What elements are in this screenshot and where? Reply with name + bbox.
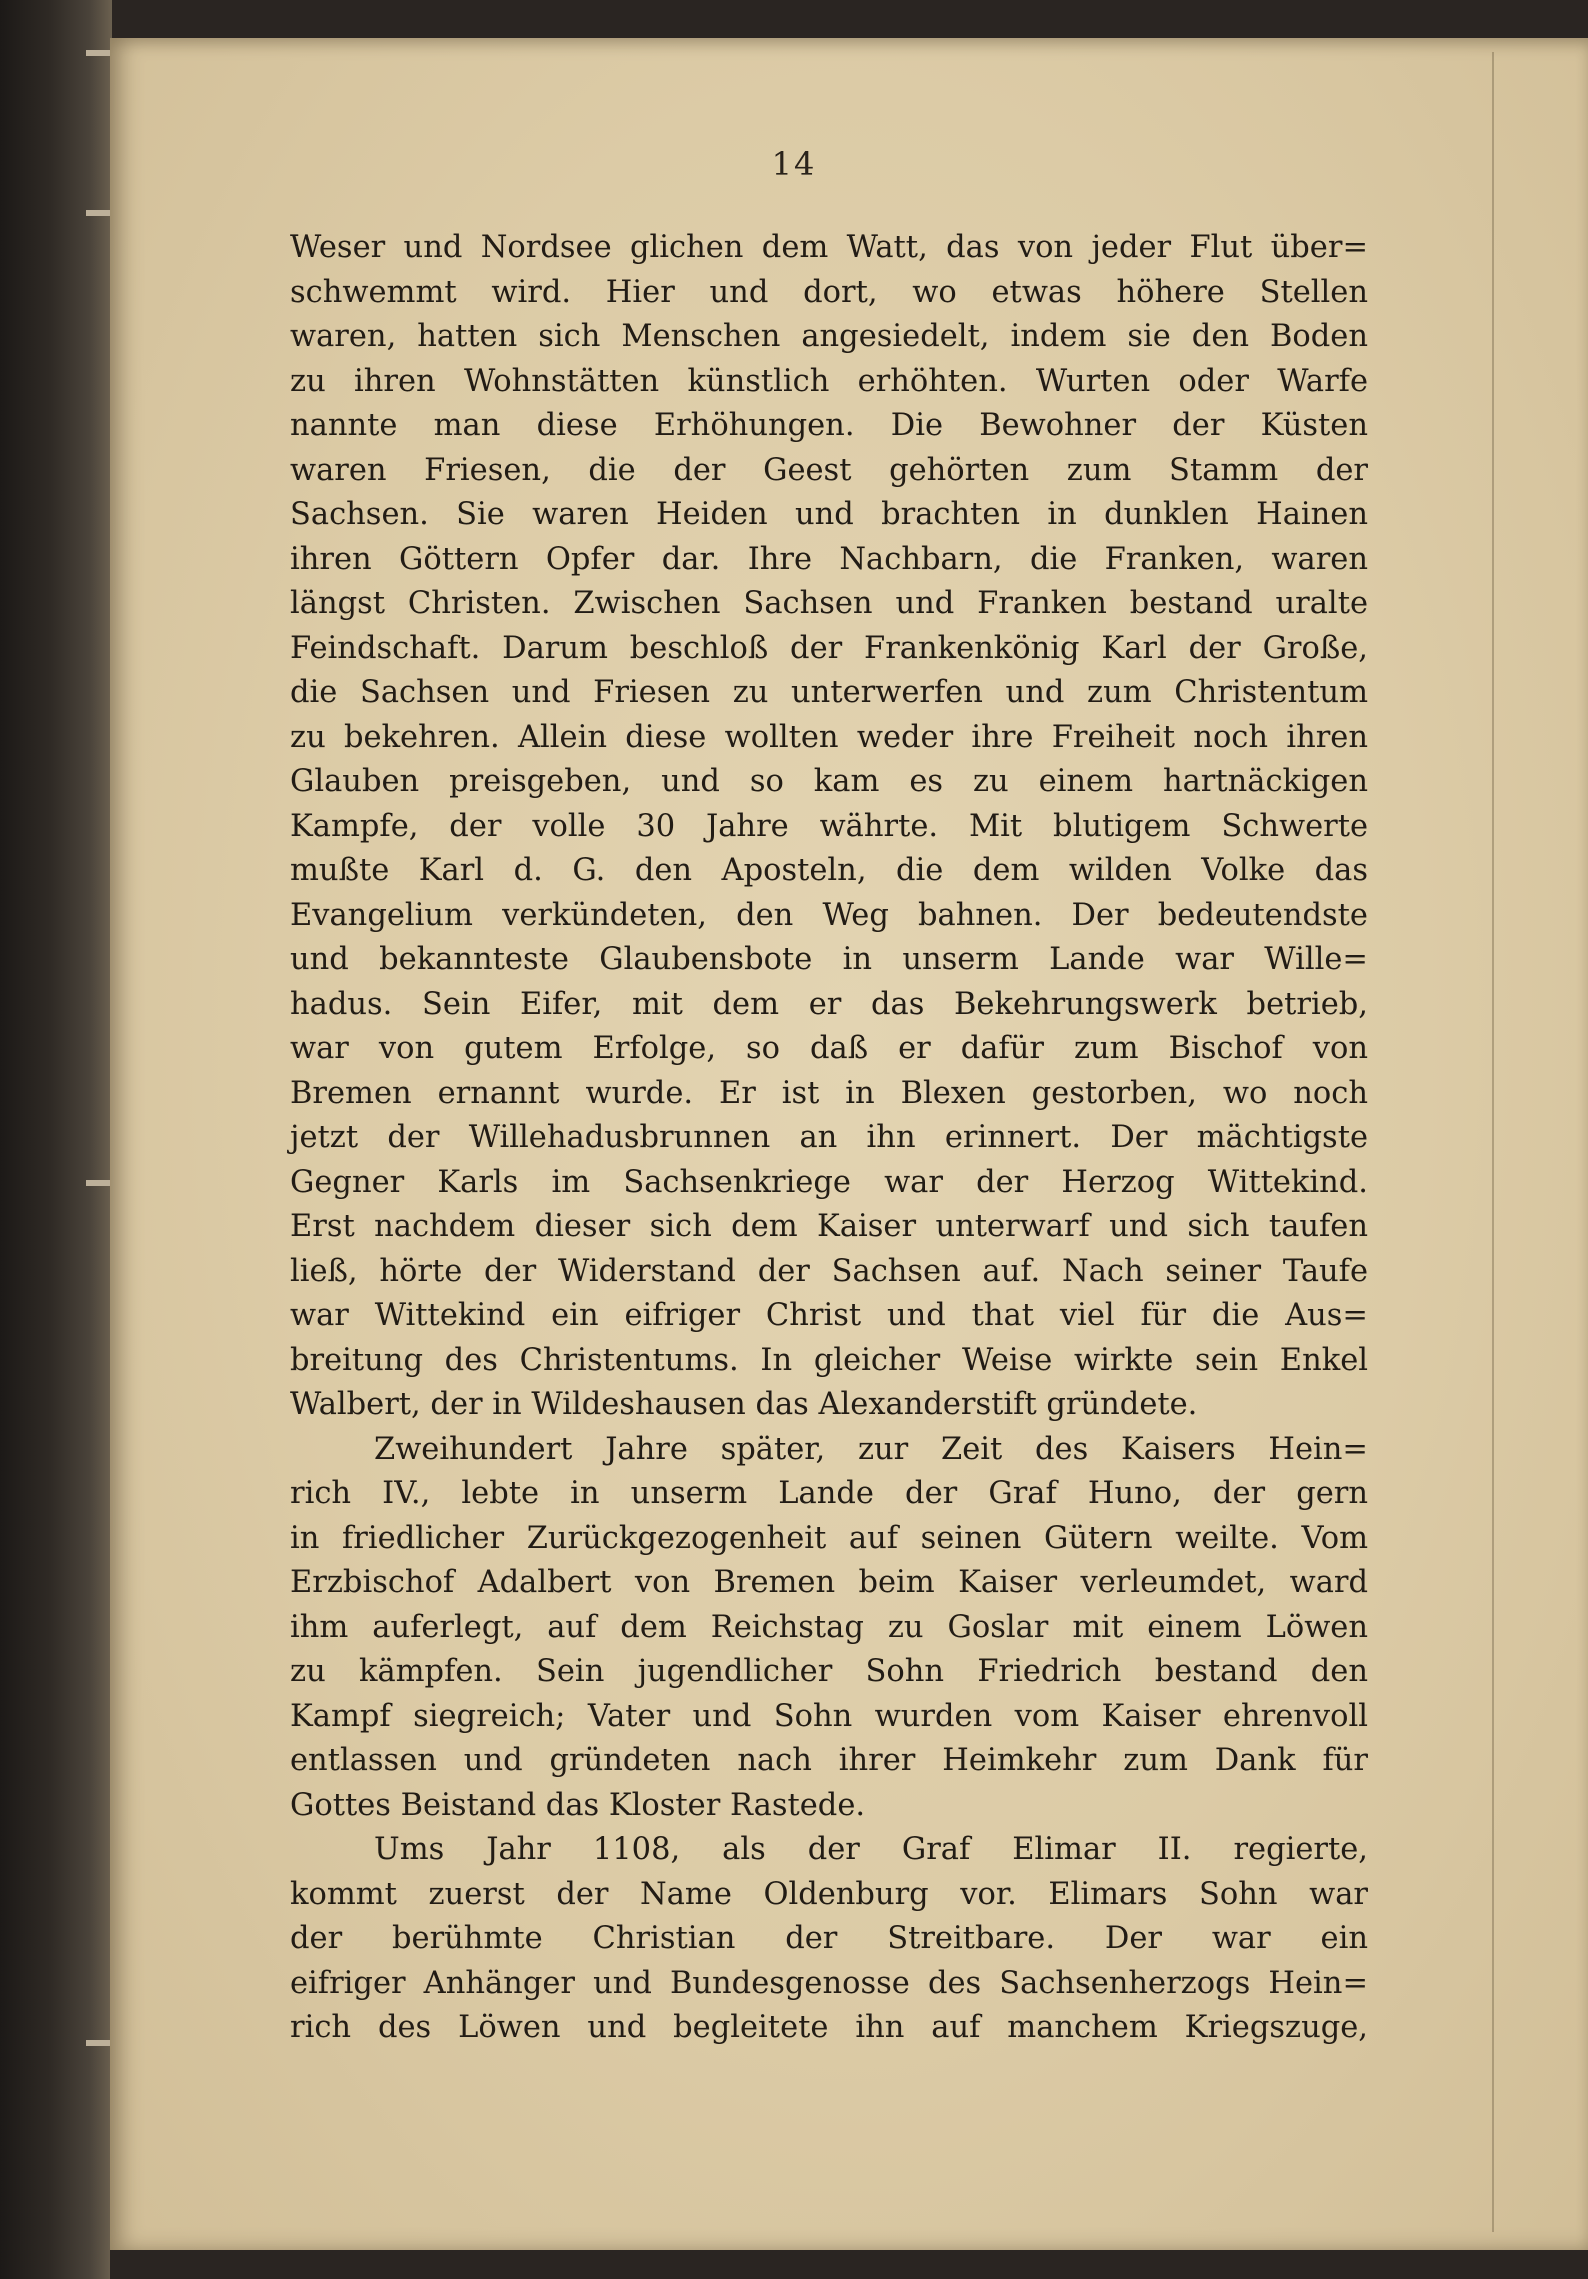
text-line: zu ihren Wohnstätten künstlich erhöhten. Wurten oder Warfe: [290, 363, 1368, 399]
text-line: schwemmt wird. Hier und dort, wo etwas höhere Stellen: [290, 274, 1368, 310]
text-line: zu bekehren. Allein diese wollten weder ihre Freiheit noch ihren: [290, 719, 1368, 755]
binding-mark: [86, 50, 110, 56]
text-line: eifriger Anhänger und Bundesgenosse des Sachsenherzogs Hein=: [290, 1965, 1368, 2001]
binding-mark: [86, 1180, 110, 1186]
text-line: Walbert, der in Wildeshausen das Alexanderstift gründete.: [290, 1387, 1198, 1422]
text-line: Zweihundert Jahre später, zur Zeit des Kaisers Hein=: [374, 1431, 1368, 1467]
text-line: rich des Löwen und begleitete ihn auf manchem Kriegszuge,: [290, 2010, 1368, 2045]
text-line: entlassen und gründeten nach ihrer Heimkehr zum Dank für: [290, 1743, 1368, 1778]
text-line: Erzbischof Adalbert von Bremen beim Kaiser verleumdet, ward: [290, 1565, 1368, 1600]
text-line: mußte Karl d. G. den Aposteln, die dem wilden Volke das: [290, 853, 1368, 888]
page-fold-line: [1492, 52, 1494, 2232]
text-line: die Sachsen und Friesen zu unterwerfen und zum Christentum: [290, 675, 1368, 710]
text-line: rich IV., lebte in unserm Lande der Graf Huno, der gern: [290, 1476, 1368, 1511]
text-line: ihren Göttern Opfer dar. Ihre Nachbarn, die Franken, waren: [290, 541, 1368, 577]
text-line: waren Friesen, die der Geest gehörten zum Stamm der: [290, 452, 1368, 488]
text-line: ihm auferlegt, auf dem Reichstag zu Goslar mit einem Löwen: [290, 1609, 1368, 1645]
text-line: und bekannteste Glaubensbote in unserm Lande war Wille=: [290, 942, 1368, 977]
text-line: zu kämpfen. Sein jugendlicher Sohn Friedrich bestand den: [290, 1654, 1368, 1689]
text-line: in friedlicher Zurückgezogenheit auf seinen Gütern weilte. Vom: [290, 1520, 1368, 1556]
text-line: Evangelium verkündeten, den Weg bahnen. Der bedeutendste: [290, 897, 1368, 933]
text-line: der berühmte Christian der Streitbare. Der war ein: [290, 1921, 1368, 1956]
text-line: Gottes Beistand das Kloster Rastede.: [290, 1787, 866, 1823]
text-line: Gegner Karls im Sachsenkriege war der Herzog Wittekind.: [290, 1164, 1368, 1200]
text-line: war von gutem Erfolge, so daß er dafür zum Bischof von: [290, 1031, 1368, 1066]
text-line: Bremen ernannt wurde. Er ist in Blexen gestorben, wo noch: [290, 1075, 1368, 1111]
text-line: waren, hatten sich Menschen angesiedelt, indem sie den Boden: [290, 319, 1368, 354]
text-line: Kampf siegreich; Vater und Sohn wurden vom Kaiser ehrenvoll: [290, 1698, 1368, 1734]
text-line: Glauben preisgeben, und so kam es zu einem hartnäckigen: [290, 764, 1368, 799]
body-text: [290, 226, 1368, 2051]
page-number: 14: [771, 145, 817, 183]
page-bottom-shadow: [110, 2250, 1588, 2279]
text-line: jetzt der Willehadusbrunnen an ihn erinnert. Der mächtigste: [290, 1120, 1368, 1155]
text-line: ließ, hörte der Widerstand der Sachsen auf. Nach seiner Taufe: [290, 1253, 1368, 1289]
text-line: Erst nachdem dieser sich dem Kaiser unterwarf und sich taufen: [290, 1209, 1368, 1244]
book-binding-edge: [0, 0, 112, 2279]
text-line: Kampfe, der volle 30 Jahre währte. Mit blutigem Schwerte: [290, 808, 1368, 844]
binding-mark: [86, 210, 110, 216]
text-line: hadus. Sein Eifer, mit dem er das Bekehrungswerk betrieb,: [290, 986, 1368, 1022]
binding-mark: [86, 2040, 110, 2046]
text-line: längst Christen. Zwischen Sachsen und Franken bestand uralte: [290, 586, 1368, 621]
text-line: nannte man diese Erhöhungen. Die Bewohner der Küsten: [290, 408, 1368, 443]
text-line: Feindschaft. Darum beschloß der Frankenkönig Karl der Große,: [290, 630, 1368, 666]
text-line: kommt zuerst der Name Oldenburg vor. Elimars Sohn war: [290, 1876, 1368, 1912]
text-line: Sachsen. Sie waren Heiden und brachten in dunklen Hainen: [290, 497, 1368, 532]
text-line: Weser und Nordsee glichen dem Watt, das von jeder Flut über=: [290, 230, 1368, 265]
text-line: breitung des Christentums. In gleicher Weise wirkte sein Enkel: [290, 1342, 1368, 1378]
text-line: war Wittekind ein eifriger Christ und that viel für die Aus=: [290, 1298, 1368, 1333]
text-line: Ums Jahr 1108, als der Graf Elimar II. regierte,: [374, 1832, 1368, 1867]
